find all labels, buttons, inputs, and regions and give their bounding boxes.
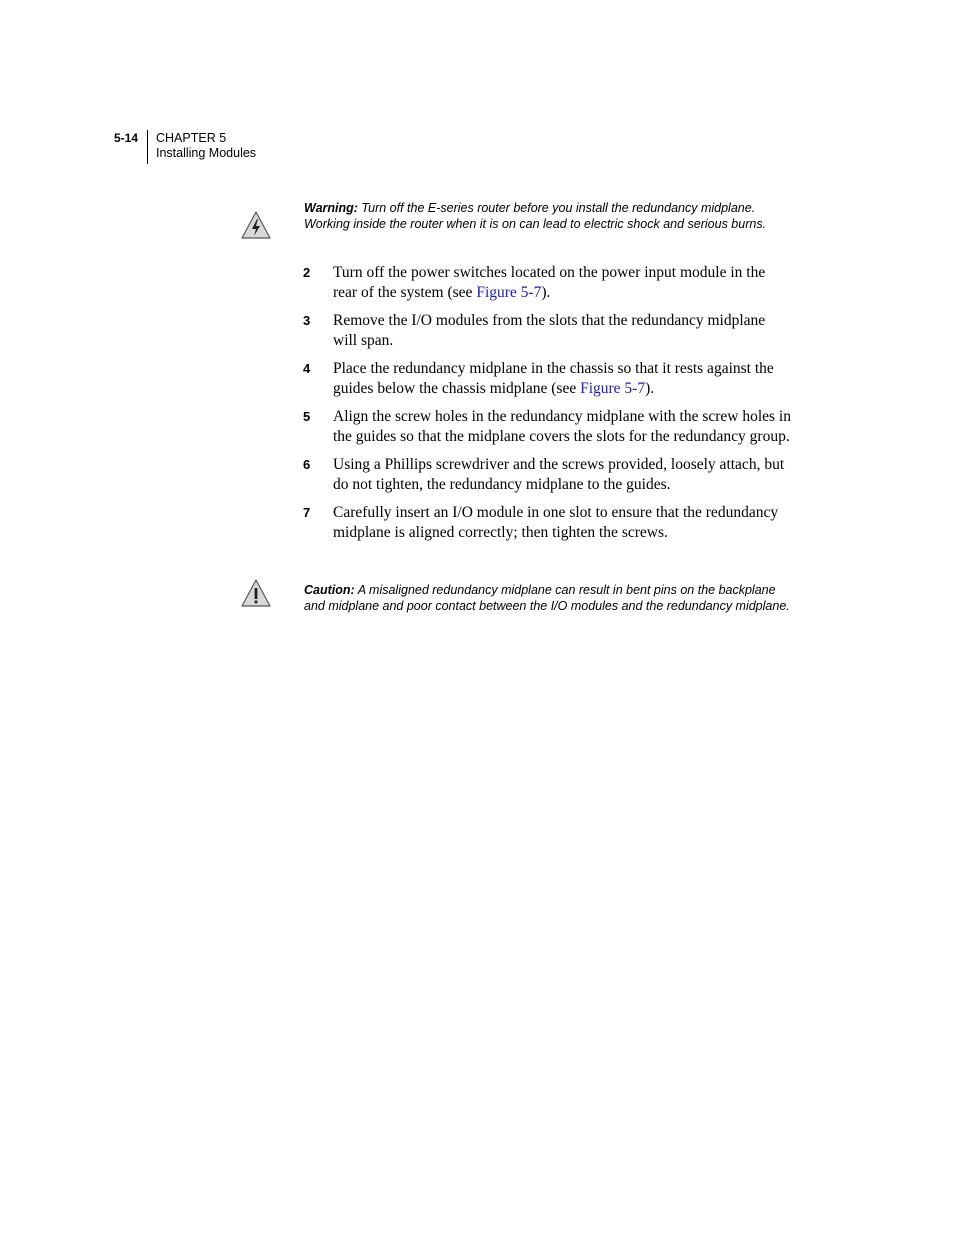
warning-body: Turn off the E-series router before you install the redundancy midplane. Working inside the router when it is on can lead to electric shock and serious burns. [304, 201, 767, 231]
warning-text [304, 200, 794, 232]
step-text [333, 359, 793, 398]
step-text: Carefully insert an I/O module in one slot to ensure that the redundancy midplane is aligned correctly; then tighten the screws. [333, 504, 779, 541]
step-text: Align the screw holes in the redundancy midplane with the screw holes in the guides so that the midplane covers the slots for the redundancy group. [333, 408, 791, 445]
step-text-part: ). [645, 379, 655, 397]
step-number: 2 [303, 265, 311, 280]
page-header [0, 128, 954, 168]
caution-text [304, 582, 794, 614]
step-text-part: Turn off the power switches located on the power input module in the rear of the system (see [333, 264, 766, 301]
figure-link[interactable]: Figure 5-7 [580, 379, 646, 397]
list-item [303, 263, 793, 302]
list-item [303, 407, 793, 446]
step-number: 3 [303, 313, 311, 328]
step-text-part: Place the redundancy midplane in the chassis so that it rests against the guides below the chassis midplane (see [333, 360, 774, 397]
installation-steps [303, 263, 793, 551]
caution-body: A misaligned redundancy midplane can result in bent pins on the backplane and midplane and poor contact between the I/O modules and the redundancy midplane. [304, 583, 790, 613]
step-text: Remove the I/O modules from the slots that the redundancy midplane will span. [333, 312, 766, 349]
list-item [303, 311, 793, 350]
figure-link[interactable]: Figure 5-7 [476, 283, 542, 301]
step-number: 5 [303, 409, 311, 424]
step-text-part: ). [541, 283, 551, 301]
list-item [303, 455, 793, 494]
step-number: 4 [303, 361, 311, 376]
list-item [303, 503, 793, 542]
section-title: Installing Modules [156, 146, 257, 160]
header-divider [147, 130, 148, 164]
warning-label: Warning: [304, 201, 358, 215]
chapter-label: CHAPTER 5 [156, 131, 227, 145]
list-item [303, 359, 793, 398]
step-number: 7 [303, 505, 311, 520]
electric-shock-warning-icon [240, 210, 272, 240]
step-text: Using a Phillips screwdriver and the screws provided, loosely attach, but do not tighten, the redundancy midplane to the guides. [333, 456, 785, 493]
caution-label: Caution: [304, 583, 355, 597]
step-text [333, 263, 793, 302]
page-number: 5-14 [114, 131, 139, 145]
step-number: 6 [303, 457, 311, 472]
caution-exclamation-icon [240, 578, 272, 608]
